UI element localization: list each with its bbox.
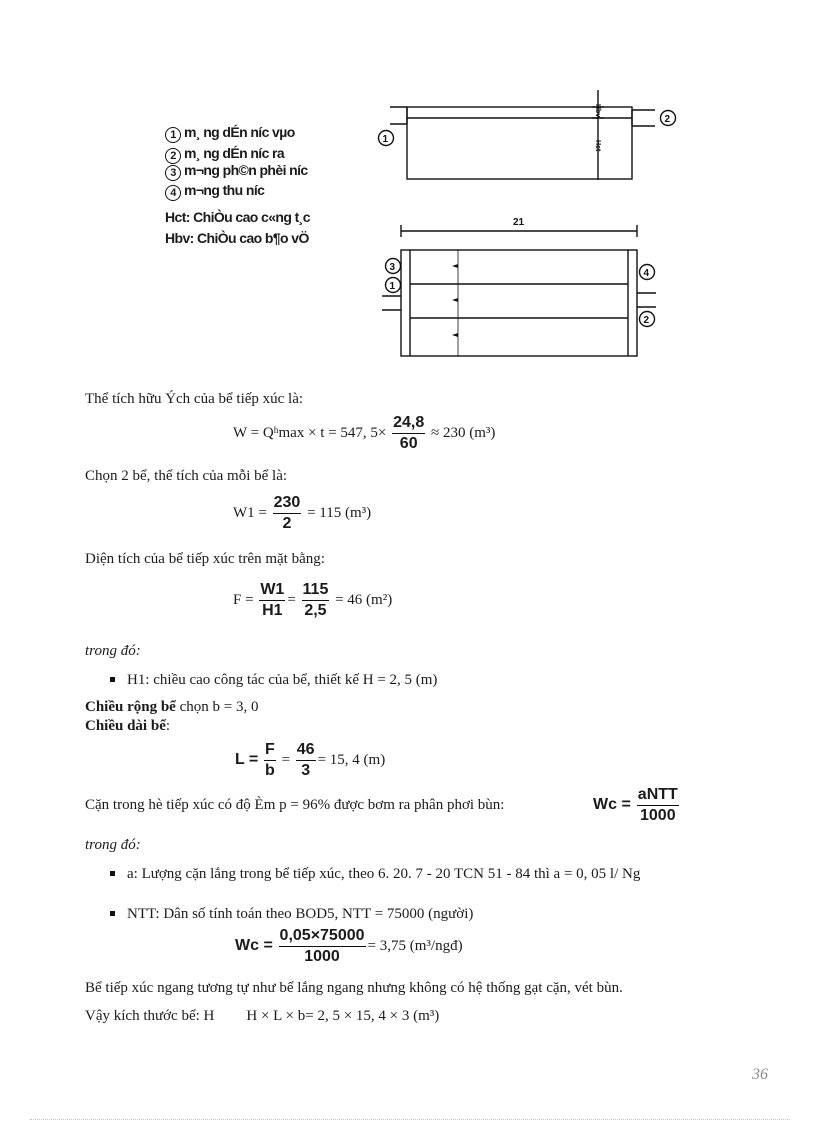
formula-f-eq: = (287, 591, 296, 608)
formula-wc2 (235, 927, 463, 966)
legend-text-3: m¬ng ph©n phèi níc (184, 162, 308, 178)
bullet-icon (110, 677, 115, 682)
legend-item-1 (165, 124, 295, 143)
circle-number-1: 1 (165, 127, 181, 143)
formula-w-num: 24,8 (392, 414, 425, 434)
formula-w1-den: 2 (282, 515, 292, 532)
formula-l-fraction-2 (296, 741, 316, 780)
formula-w1-fraction (273, 494, 302, 533)
formula-l-den2: 3 (301, 762, 311, 779)
formula-l-num2: 46 (296, 741, 316, 761)
formula-w1-lhs: W1 = (233, 504, 267, 521)
width-label: Chiều rộng bể (85, 699, 176, 715)
where-label-1: trong đó: (85, 643, 141, 659)
formula-l-fraction-1 (264, 741, 276, 780)
circle-number-3: 3 (165, 165, 181, 181)
circle-number-4: 4 (165, 185, 181, 201)
formula-l-lhs: L = (235, 750, 259, 768)
formula-w-lhs: W = Qʰmax × t = 547, 5× (233, 424, 387, 441)
marker-2-plan-label: 2 (643, 315, 650, 326)
formula-f-rhs: = 46 (m²) (335, 591, 393, 608)
formula-f-num1: W1 (259, 581, 285, 601)
formula-w-den: 60 (399, 435, 418, 452)
formula-wc (593, 786, 681, 825)
formula-l-num1: F (264, 741, 276, 761)
page-number: 36 (752, 1066, 768, 1083)
h1-line (110, 672, 437, 689)
formula-l (235, 741, 385, 780)
formula-f-den1: H1 (262, 602, 283, 619)
h1-line-text: H1: chiều cao công tác của bể, thiết kế H = 2, 5 (m) (127, 672, 438, 688)
formula-wc2-fraction (279, 927, 366, 966)
where-label-2: trong đó: (85, 837, 141, 853)
tank-diagram (370, 88, 690, 363)
formula-w-rhs: ≈ 230 (m³) (431, 424, 496, 441)
formula-f-lhs: F = (233, 591, 254, 608)
marker-3-plan-label: 3 (389, 262, 396, 273)
ntt-line-text: NTT: Dân số tính toán theo BOD5, NTT = 75000 (người) (127, 906, 474, 922)
choose-two: Chọn 2 bể, thể tích của mỗi bể là: (85, 468, 288, 484)
formula-l-den1: b (265, 762, 275, 779)
marker-2-side-label: 2 (664, 114, 671, 125)
sludge-intro: Cặn trong hè tiếp xúc có độ Èm p = 96% được bơm ra phân phơi bùn: (85, 797, 505, 813)
formula-f-den2: 2,5 (304, 602, 327, 619)
legend-item-4 (165, 182, 264, 201)
formula-wc-lhs: Wc = (593, 796, 631, 814)
formula-wc2-rhs: = 3,75 (m³/ngđ) (367, 937, 463, 954)
plan-view-tank (401, 250, 637, 356)
formula-w1-num: 230 (273, 494, 302, 514)
footer-divider (30, 1119, 790, 1120)
formula-l-rhs: = 15, 4 (m) (317, 751, 386, 768)
bullet-icon (110, 911, 115, 916)
formula-f-fraction-1 (259, 581, 285, 620)
size-label: Vậy kích thước bể: H (85, 1008, 215, 1024)
marker-1-side-label: 1 (382, 134, 389, 145)
length-line (85, 718, 170, 735)
a-line (110, 866, 640, 883)
legend-text-2: m¸ ng dÉn níc ra (184, 145, 285, 161)
size-line (85, 1008, 439, 1025)
legend-item-3 (165, 162, 308, 181)
formula-w (233, 414, 495, 453)
legend-text-1: m¸ ng dÉn níc vµo (184, 124, 295, 140)
conclusion: Bể tiếp xúc ngang tương tự như bể lắng ngang nhưng không có hệ thống gạt cặn, vét bùn. (85, 980, 623, 996)
area-intro: Diện tích của bể tiếp xúc trên mặt bằng: (85, 551, 325, 567)
ntt-line (110, 906, 473, 923)
length-colon: : (165, 718, 171, 734)
size-value: H × L × b= 2, 5 × 15, 4 × 3 (m³) (246, 1008, 440, 1024)
marker-1-plan-label: 1 (389, 281, 396, 292)
formula-wc2-den: 1000 (304, 948, 340, 965)
formula-wc-num: aNTT (637, 786, 679, 806)
formula-f (233, 581, 392, 620)
formula-wc2-num: 0,05×75000 (279, 927, 366, 947)
legend-hct: Hct: ChiÒu cao c«ng t¸c (165, 209, 310, 225)
legend-text-4: m¬ng thu níc (184, 182, 265, 198)
formula-f-num2: 115 (302, 581, 330, 601)
a-line-text: a: Lượng cặn lắng trong bể tiếp xúc, theo 6. 20. 7 - 20 TCN 51 - 84 thì a = 0, 05 l/ Ng (127, 866, 641, 882)
formula-wc-den: 1000 (640, 807, 676, 824)
width-value: chọn b = 3, 0 (175, 699, 259, 715)
formula-l-eq: = (281, 751, 291, 768)
bullet-icon (110, 871, 115, 876)
dim-width-label: 21 (513, 217, 525, 228)
width-line (85, 699, 258, 716)
formula-f-fraction-2 (302, 581, 330, 620)
formula-w1 (233, 494, 371, 533)
marker-4-plan-label: 4 (643, 268, 650, 279)
formula-wc-fraction (637, 786, 679, 825)
formula-w1-rhs: = 115 (m³) (307, 504, 372, 521)
length-label: Chiều dài bể (85, 718, 166, 734)
volume-intro: Thể tích hữu Ých của bể tiếp xúc là: (85, 391, 304, 407)
circle-number-2: 2 (165, 148, 181, 164)
formula-wc2-lhs: Wc = (235, 936, 273, 954)
legend-hbv: Hbv: ChiÒu cao b¶o vÖ (165, 230, 309, 246)
dim-hbv-label: Hbv (594, 104, 601, 118)
dim-hct-label: Hct (594, 140, 601, 152)
formula-w-fraction (392, 414, 425, 453)
